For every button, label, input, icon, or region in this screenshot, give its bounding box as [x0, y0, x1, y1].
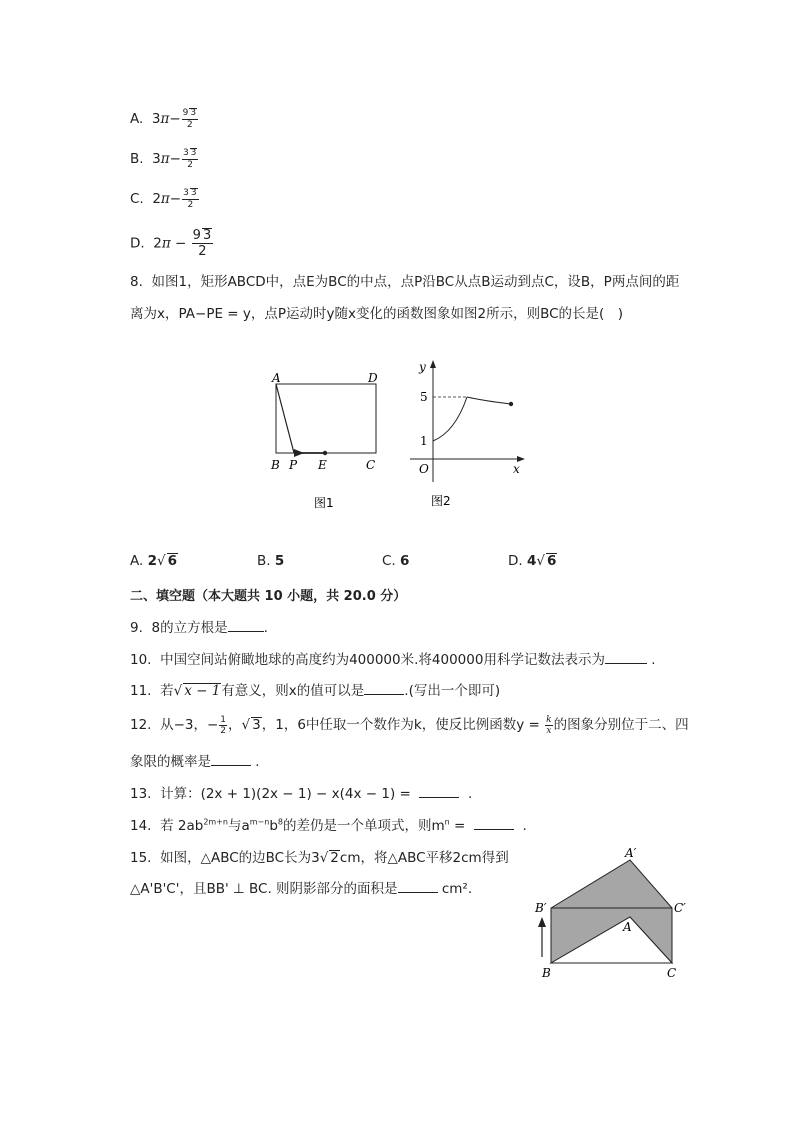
tick-label-1: 1 [420, 434, 428, 448]
label-c-prime: C′ [674, 901, 686, 915]
fraction-num: k [546, 714, 552, 725]
answer-blank[interactable] [211, 764, 251, 766]
radicand: 6 [167, 553, 178, 569]
question-text: cm，将△ABC平移2cm得到 [339, 850, 509, 866]
q8-option-a [130, 553, 178, 569]
radical-icon: √ [319, 850, 329, 866]
label-a-prime: A′ [625, 846, 637, 860]
question-text: 8的立方根是 [151, 620, 228, 636]
fraction-den: 2 [198, 244, 207, 260]
fraction [182, 148, 198, 170]
fraction-coef: 9 [182, 108, 189, 118]
radical-icon: √ [241, 717, 251, 733]
exponent: m−n [249, 817, 270, 827]
fraction-coef: 3 [183, 188, 189, 198]
option-letter: D. [508, 553, 523, 569]
q7-option-c [130, 188, 200, 210]
question-number: 13. [130, 786, 152, 802]
minus-sign: − [169, 190, 182, 207]
option-coef: 4 [526, 553, 537, 569]
answer-blank[interactable] [364, 693, 404, 695]
fraction-den: 2 [187, 159, 194, 170]
option-coef: 2 [147, 553, 157, 569]
question-text: 从−3，− [160, 717, 219, 733]
question-text: 的图象分别位于二、四 [553, 717, 689, 733]
q8-option-b [257, 553, 284, 569]
q8-line-2 [130, 302, 623, 322]
q13 [130, 782, 472, 802]
question-text: 与a [227, 818, 250, 834]
option-value: 6 [400, 553, 410, 569]
q7-option-d [130, 228, 214, 259]
figure-1-rectangle [262, 365, 392, 515]
option-value: 5 [274, 553, 285, 569]
pi-symbol: π [160, 110, 170, 127]
question-number: 12. [130, 717, 152, 733]
pi-symbol: π [160, 150, 170, 167]
figure-q15-translation [532, 845, 692, 985]
label-origin: O [419, 462, 429, 476]
option-letter: A. [130, 110, 144, 127]
answer-blank[interactable] [474, 828, 514, 830]
question-text: 若 [160, 683, 174, 699]
fraction-den: 2 [187, 119, 193, 130]
question-text: 如图1，矩形ABCD中，点E为BC的中点，点P沿BC从点B运动到点C，设B，P两点间的距 [151, 274, 680, 290]
question-text: 如图，△ABC的边BC长为3 [160, 850, 320, 866]
option-letter: C. [382, 553, 396, 569]
q7-option-b [130, 148, 199, 170]
label-p: P [289, 458, 298, 472]
answer-blank[interactable] [605, 662, 647, 664]
question-text-end: . [263, 620, 268, 636]
segment-pa [276, 384, 294, 453]
label-a: A [272, 371, 281, 385]
answer-blank[interactable] [228, 630, 264, 632]
curve-falling [467, 397, 511, 404]
question-text: 的差仍是一个单项式，则m [283, 818, 445, 834]
label-c: C [366, 458, 376, 472]
label-d: D [368, 371, 378, 385]
radical-icon: √ [157, 553, 166, 569]
question-text: b [269, 818, 278, 834]
fraction-den: 2 [220, 725, 227, 736]
option-coef: 2 [153, 235, 162, 252]
option-letter: B. [130, 150, 144, 167]
option-letter: A. [130, 553, 144, 569]
option-letter: B. [257, 553, 271, 569]
minus-sign: − [170, 235, 191, 252]
question-number: 10. [130, 652, 152, 668]
y-axis-arrow-icon [430, 360, 436, 368]
minus-sign: − [169, 110, 181, 127]
question-text: 有意义，则x的值可以是 [221, 683, 365, 699]
figure-2-graph [405, 352, 535, 512]
section-heading: 二、填空题（本大题共 10 小题，共 20.0 分） [130, 589, 407, 604]
question-number: 8. [130, 274, 143, 290]
option-coef: 3 [152, 150, 161, 167]
q15-line-2 [130, 877, 472, 897]
question-text: 中国空间站俯瞰地球的高度约为400000米.将400000用科学记数法表示为 [160, 652, 605, 668]
radicand: x − 1 [184, 683, 221, 699]
radicand: 3 [252, 717, 261, 733]
fraction-den: 2 [187, 199, 194, 210]
minus-sign: − [169, 150, 181, 167]
question-text-end: .(写出一个即可) [404, 683, 501, 699]
fraction-coef: 3 [182, 148, 189, 158]
radicand: 6 [547, 553, 557, 569]
question-text: △A'B'C'，且BB' ⊥ BC. 则阴影部分的面积是 [130, 881, 398, 897]
q8-line-1 [130, 270, 679, 290]
arrow-icon [294, 449, 304, 457]
fraction [182, 108, 198, 130]
label-a: A [623, 920, 632, 934]
label-e: E [318, 458, 327, 472]
q14 [130, 814, 527, 834]
fraction-coef: 9 [192, 228, 201, 243]
question-text: 若 2ab [160, 818, 204, 834]
fraction-k-over-x [545, 715, 552, 736]
q11 [130, 679, 500, 699]
option-coef: 2 [152, 190, 161, 207]
question-text: ，1，6中任取一个数作为k，使反比例函数y = [261, 717, 545, 733]
fraction [219, 715, 227, 736]
radicand: 3 [190, 188, 197, 198]
curve-rising [433, 397, 467, 441]
fraction [192, 228, 214, 259]
option-letter: D. [130, 235, 145, 252]
endpoint-dot [509, 402, 513, 406]
question-text-end: . [468, 786, 473, 802]
question-number: 9. [130, 620, 143, 636]
pi-symbol: π [160, 190, 170, 207]
q12-line-2 [130, 750, 260, 770]
fraction-den: x [546, 725, 552, 736]
label-y: y [419, 360, 426, 374]
separator: ， [228, 717, 242, 733]
q8-option-d [508, 553, 557, 569]
radicand: 3 [190, 108, 197, 118]
radical-icon: √ [536, 553, 545, 569]
q15-line-1 [130, 846, 509, 866]
question-number: 15. [130, 850, 152, 866]
exponent: n [444, 817, 450, 827]
question-text: 计算：(2x + 1)(2x − 1) − x(4x − 1) = [160, 786, 416, 802]
label-b: B [271, 458, 280, 472]
q8-option-c [382, 553, 409, 569]
q7-option-a [130, 108, 199, 130]
radical-icon: √ [173, 683, 183, 699]
label-x: x [513, 462, 520, 476]
fraction-num: 1 [220, 714, 227, 725]
fraction [182, 188, 198, 210]
arrow-up-icon [538, 917, 546, 927]
exponent: 8 [277, 817, 283, 827]
question-number: 14. [130, 818, 152, 834]
figure-2-caption: 图2 [431, 494, 451, 508]
figure-1-caption: 图1 [314, 496, 334, 510]
question-text-end: . [255, 754, 260, 770]
pi-symbol: π [161, 235, 171, 252]
question-number: 11. [130, 683, 152, 699]
q12-line-1 [130, 713, 689, 736]
label-b: B [542, 966, 551, 980]
question-text: = [449, 818, 470, 834]
option-letter: C. [130, 190, 144, 207]
question-text-end: . [651, 652, 656, 668]
radicand: 3 [190, 148, 197, 158]
question-text: 象限的概率是 [130, 754, 211, 770]
radicand: 3 [202, 228, 212, 243]
answer-blank[interactable] [398, 891, 438, 893]
label-c: C [667, 966, 677, 980]
option-coef: 3 [151, 110, 161, 127]
label-b-prime: B′ [535, 901, 547, 915]
q10 [130, 648, 656, 668]
question-text-end: . [522, 818, 527, 834]
tick-label-5: 5 [420, 390, 428, 404]
radicand: 2 [330, 850, 339, 866]
q9 [130, 616, 268, 636]
point-e-dot [323, 451, 327, 455]
answer-blank[interactable] [419, 796, 459, 798]
question-text-end: cm². [441, 881, 473, 897]
question-text: 离为x，PA−PE = y，点P运动时y随x变化的函数图象如图2所示，则BC的长是( ) [130, 306, 624, 322]
exponent: 2m+n [203, 817, 228, 827]
